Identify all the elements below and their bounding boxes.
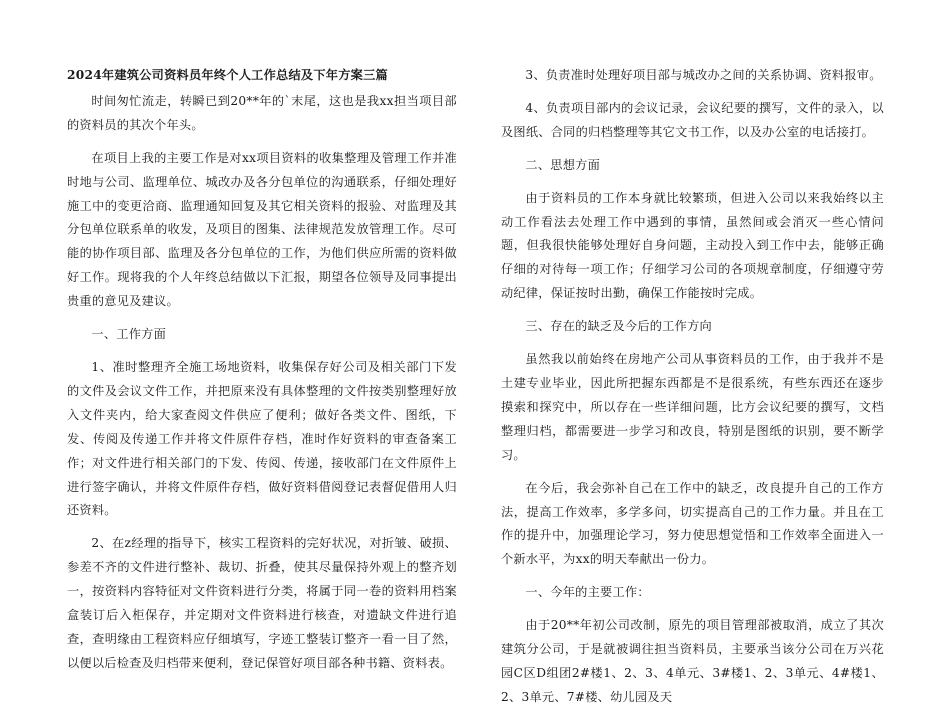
paragraph: 由于资料员的工作本身就比较繁琐，但进入公司以来我始终以主动工作看法去处理工作中遇到的事情，虽然间或会消灭一些心情问题，但我很快能够处理好自身问题，主动投入到工作中去，能够正确仔细的对待每一项工作；仔细学习公司的各项规章制度，仔细遵守劳动纪律，保证按时出勤，确保工作能按时完成。: [501, 190, 884, 301]
left-column: [67, 64, 457, 685]
section-heading: 三、存在的缺乏及今后的工作方向: [525, 319, 712, 334]
right-column: [501, 64, 884, 719]
section-heading: 二、思想方面: [525, 157, 601, 172]
paragraph: 时间匆忙流走，转瞬已到20**年的`末尾，这也是我xx担当项目部的资料员的其次个年头。: [67, 93, 457, 132]
paragraph: 1、准时整理齐全施工场地资料，收集保存好公司及相关部门下发的文件及会议文件工作，并把原来没有具体整理的文件按类别整理好放入文件夹内，给大家查阅文件供应了便利；做好各类文件、图纸，下发、传阅及传递工作并将文件原件存档，准时作好资料的审查备案工作；对文件进行相关部门的下发、传阅、传递，接收部门在文件原件上进行签字确认，并将文件原件存档，做好资料借阅登记表督促借用人归还资料。: [67, 359, 457, 518]
section-heading: 一、今年的主要工作：: [525, 585, 650, 600]
paragraph: 虽然我以前始终在房地产公司从事资料员的工作，由于我并不是土建专业毕业，因此所把握东西都是不是很系统，有些东西还在逐步摸索和探究中，所以存在一些详细问题，比方会议纪要的撰写，文档整理归档，都需要进一步学习和改良，特别是图纸的识别，要不断学习。: [501, 352, 884, 462]
paragraph: 在项目上我的主要工作是对xx项目资料的收集整理及管理工作并准时地与公司、监理单位、城改办及各分包单位的沟通联系，仔细处理好施工中的变更洽商、监理通知回复及其它相关资料的报验、对监理及其分包单位联系单的收发，及项目的图集、法律规范发放管理工作。尽可能的协作项目部、监理及各分包单位的工作，为他们供应所需的资料做好工作。现将我的个人年终总结做以下汇报，期望各位领导及同事提出贵重的意见及建议。: [67, 150, 457, 309]
paragraph: 2、在z经理的指导下，核实工程资料的完好状况，对折皱、破损、参差不齐的文件进行整补、裁切、折叠，使其尽量保持外观上的整齐划一，按资料内容特征对文件资料进行分类，将属于同一卷的资料用档案盒装订后入柜保存，并定期对文件资料进行核查，对遗缺文件进行追查，查明缘由工程资料应仔细填写，字迹工整装订整齐一看一目了然，以便以后检查及归档带来便利，登记保管好项目部各种书籍、资料表。: [67, 536, 457, 670]
paragraph: 由于20**年初公司改制，原先的项目管理部被取消，成立了其次建筑分公司，于是就被调往担当资料员，主要承当该分公司在万兴花园C区D组团2#楼1、2、3、4单元、3#楼1、2、3单元、4#楼1、2、3单元、7#楼、幼儿园及天: [501, 618, 884, 704]
section-heading: 一、工作方面: [91, 327, 167, 342]
document-title: 2024年建筑公司资料员年终个人工作总结及下年方案三篇: [67, 68, 388, 82]
paragraph: 在今后，我会弥补自己在工作中的缺乏，改良提升自己的工作方法，提高工作效率，多学多问，切实提高自己的工作力量。并且在工作的提升中，加强理论学习，努力使思想觉悟和工作效率全面进入一个新水平，为xx的明天奉献出一份力。: [501, 480, 884, 567]
paragraph: 3、负责准时处理好项目部与城改办之间的关系协调、资料报审。: [525, 68, 882, 82]
paragraph: 4、负责项目部内的会议记录，会议纪要的撰写，文件的录入，以及图纸、合同的归档整理等其它文书工作，以及办公室的电话接打。: [501, 100, 884, 139]
